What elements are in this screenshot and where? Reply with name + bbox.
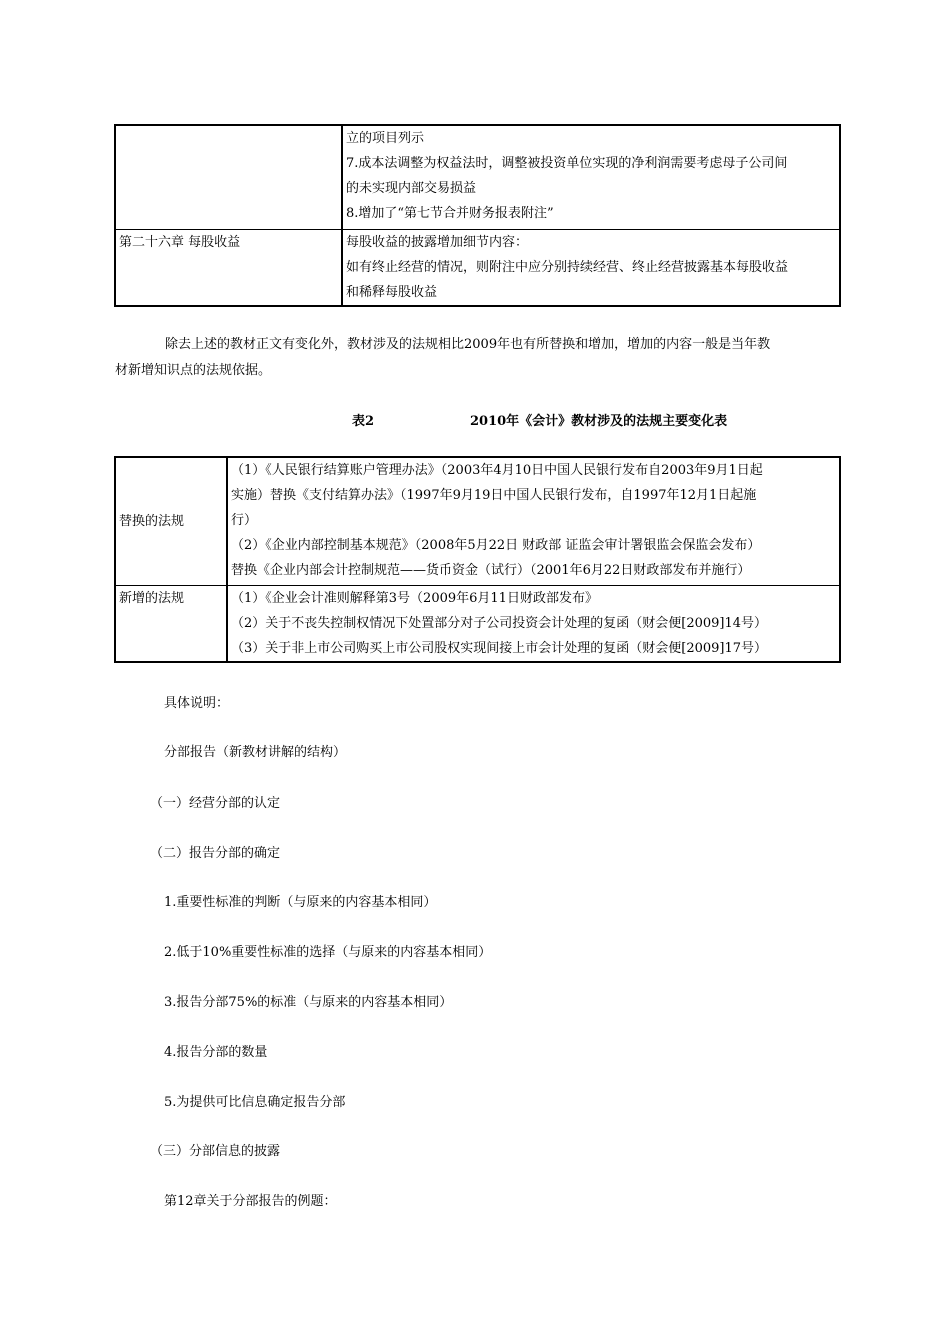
section-heading: （二）报告分部的确定 bbox=[150, 846, 281, 861]
intro-paragraph bbox=[115, 332, 845, 384]
table-caption-number: 表2 bbox=[352, 414, 375, 429]
paragraph-line: 除去上述的教材正文有变化外，教材涉及的法规相比2009年也有所替换和增加，增加的内容一般是当年教 bbox=[165, 337, 771, 352]
list-item: 2.低于10%重要性标准的选择（与原来的内容基本相同） bbox=[164, 945, 492, 960]
table-caption-title: 2010年《会计》教材涉及的法规主要变化表 bbox=[470, 414, 728, 429]
section-heading: （一）经营分部的认定 bbox=[150, 796, 281, 811]
table-cell-chapter bbox=[115, 125, 342, 229]
cell-line: 每股收益的披露增加细节内容： bbox=[346, 234, 529, 250]
regulation-changes-table bbox=[114, 456, 841, 663]
table-row bbox=[115, 585, 840, 662]
table-row bbox=[115, 125, 840, 229]
cell-line: 如有终止经营的情况，则附注中应分别持续经营、终止经营披露基本每股收益 bbox=[346, 259, 789, 275]
cell-line: 立的项目列示 bbox=[346, 131, 425, 146]
table-row bbox=[115, 229, 840, 306]
cell-line: 替换《企业内部会计控制规范——货币资金（试行）（2001年6月22日财政部发布并施行） bbox=[231, 563, 751, 578]
cell-line: （3）关于非上市公司购买上市公司股权实现间接上市会计处理的复函（财会便[2009]17号） bbox=[231, 640, 768, 656]
cell-line: （2）关于不丧失控制权情况下处置部分对子公司投资会计处理的复函（财会便[2009]14号） bbox=[231, 615, 768, 631]
cell-line: 实施）替换《支付结算办法》（1997年9月19日中国人民银行发布，自1997年12月1日起施 bbox=[231, 488, 757, 503]
paragraph-line: 材新增知识点的法规依据。 bbox=[115, 363, 272, 378]
table-cell-content bbox=[342, 229, 840, 306]
table-cell-category: 新增的法规 bbox=[115, 585, 227, 662]
table-cell-content bbox=[227, 585, 840, 662]
cell-line: 和稀释每股收益 bbox=[346, 284, 438, 300]
table-cell-content bbox=[227, 457, 840, 585]
cell-line: 8.增加了“第七节合并财务报表附注” bbox=[346, 206, 554, 221]
cell-line: （1）《企业会计准则解释第3号（2009年6月11日财政部发布》 bbox=[231, 590, 598, 606]
cell-line: 的未实现内部交易损益 bbox=[346, 181, 477, 196]
section-heading: （三）分部信息的披露 bbox=[150, 1144, 281, 1159]
body-text: 具体说明： bbox=[164, 696, 230, 711]
section-heading: 分部报告（新教材讲解的结构） bbox=[164, 745, 347, 760]
list-item: 5.为提供可比信息确定报告分部 bbox=[164, 1095, 346, 1110]
table-row bbox=[115, 457, 840, 585]
list-item: 1.重要性标准的判断（与原来的内容基本相同） bbox=[164, 895, 437, 910]
list-item: 4.报告分部的数量 bbox=[164, 1045, 268, 1060]
body-text: 第12章关于分部报告的例题： bbox=[164, 1194, 337, 1209]
table-cell-category: 替换的法规 bbox=[115, 457, 227, 585]
table-cell-content bbox=[342, 125, 840, 229]
list-item: 3.报告分部75%的标准（与原来的内容基本相同） bbox=[164, 995, 453, 1010]
cell-line: （2）《企业内部控制基本规范》（2008年5月22日 财政部 证监会审计署银监会保监会发布） bbox=[231, 538, 761, 553]
chapter-changes-table bbox=[114, 124, 841, 307]
table-cell-chapter: 第二十六章 每股收益 bbox=[115, 229, 342, 306]
cell-line: 行） bbox=[231, 513, 258, 528]
cell-line: 7.成本法调整为权益法时，调整被投资单位实现的净利润需要考虑母子公司间 bbox=[346, 156, 788, 171]
cell-line: （1）《人民银行结算账户管理办法》（2003年4月10日中国人民银行发布自2003年9月1日起 bbox=[231, 463, 763, 478]
